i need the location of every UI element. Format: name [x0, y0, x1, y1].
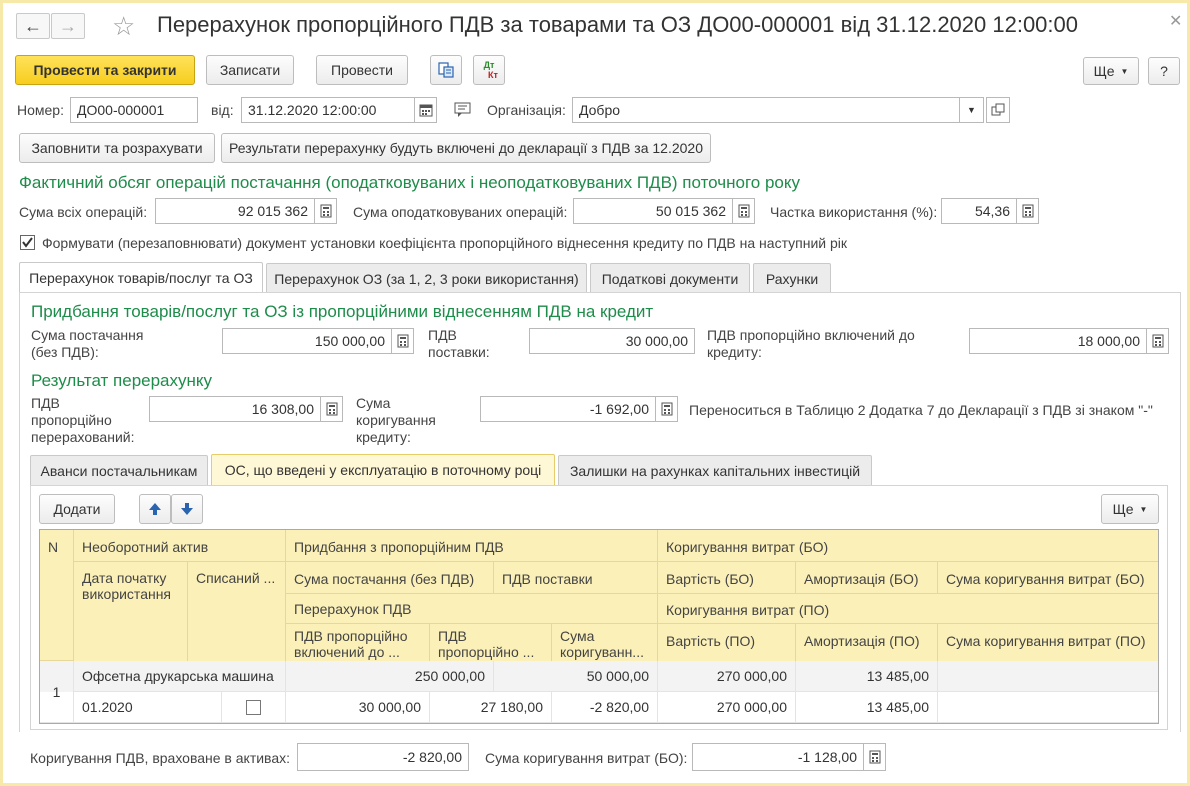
all-operations-label: Сума всіх операцій: — [19, 204, 148, 220]
tab-goods-recalc[interactable]: Перерахунок товарів/послуг та ОЗ — [19, 262, 263, 293]
dropdown-caret-icon: ▼ — [1120, 66, 1129, 76]
header-value-bo[interactable]: Вартість (БО) — [658, 562, 796, 594]
credit-adjust-field[interactable]: -1 692,00 — [480, 396, 656, 422]
number-field[interactable]: ДО00-000001 — [70, 97, 198, 123]
header-value-po[interactable]: Вартість (ПО) — [658, 624, 796, 661]
add-row-button[interactable]: Додати — [39, 494, 115, 524]
organization-label: Організація: — [487, 102, 566, 118]
cost-adjust-bo-calc-button[interactable] — [864, 743, 886, 771]
move-down-button[interactable] — [171, 494, 203, 524]
open-link-icon — [991, 103, 1005, 117]
table-more-button[interactable] — [1101, 494, 1159, 524]
more-label: Ще — [1093, 63, 1115, 79]
help-button[interactable]: ? — [1148, 57, 1180, 85]
close-icon[interactable]: ✕ — [1169, 13, 1183, 30]
header-sum-adjust[interactable]: Сума коригуванн... — [552, 624, 658, 661]
dropdown-caret-icon: ▼ — [1139, 504, 1148, 514]
actual-volume-heading: Фактичний обсяг операцій постачання (оподатковуваних і неоподатковуваних ПДВ) поточного року — [19, 173, 800, 192]
row-supply-sum[interactable]: 250 000,00 — [286, 661, 494, 692]
row-value-po[interactable]: 270 000,00 — [658, 692, 796, 723]
organization-field[interactable]: Добро — [572, 97, 960, 123]
row-vat-proportional[interactable]: 27 180,00 — [430, 692, 552, 723]
usage-share-field[interactable]: 54,36 — [941, 198, 1017, 224]
vat-credit-label: ПДВ пропорційно включений до кредиту: — [707, 327, 915, 360]
supply-sum-label: Сума постачання (без ПДВ): — [31, 327, 144, 360]
cost-adjust-bo-field[interactable]: -1 128,00 — [692, 743, 864, 771]
arrow-up-icon — [148, 502, 162, 516]
vat-recalc-label: ПДВ пропорційно перерахований: — [31, 395, 135, 445]
header-supply-vat[interactable]: ПДВ поставки — [494, 562, 658, 594]
header-cost-adjust-bo: Коригування витрат (БО) — [658, 530, 1158, 562]
vat-in-assets-field[interactable]: -2 820,00 — [297, 743, 469, 771]
save-button[interactable]: Записати — [206, 55, 294, 85]
form-document-checkbox[interactable] — [20, 235, 35, 250]
result-heading: Результат перерахунку — [31, 371, 213, 390]
declaration-period-button[interactable]: Результати перерахунку будуть включені до декларації з ПДВ за 12.2020 — [221, 133, 711, 163]
vat-credit-field[interactable]: 18 000,00 — [969, 328, 1147, 354]
tab-fixed-assets-recalc[interactable]: Перерахунок ОЗ (за 1, 2, 3 роки використання) — [266, 263, 587, 293]
vat-credit-calc-button[interactable] — [1147, 328, 1169, 354]
taxable-operations-calc-button[interactable] — [733, 198, 755, 224]
vat-in-assets-label: Коригування ПДВ, враховане в активах: — [30, 750, 291, 766]
header-sum-adjust-po[interactable]: Сума коригування витрат (ПО) — [946, 633, 1146, 649]
credit-adjust-calc-button[interactable] — [656, 396, 678, 422]
taxable-operations-field[interactable]: 50 015 362 — [573, 198, 733, 224]
row-value-bo[interactable]: 270 000,00 — [658, 661, 796, 692]
header-purchase: Придбання з пропорційним ПДВ — [286, 530, 658, 562]
dt-kt-button[interactable] — [473, 55, 505, 85]
calculator-icon — [325, 402, 339, 416]
header-amort-po[interactable]: Амортизація (ПО) — [796, 624, 938, 661]
organization-open-button[interactable] — [986, 97, 1010, 123]
post-and-close-button[interactable]: Провести та закрити — [15, 55, 195, 85]
comment-icon[interactable] — [454, 102, 472, 121]
more-menu-button[interactable] — [1083, 57, 1139, 85]
header-written-off[interactable]: Списаний ... — [188, 562, 286, 661]
supply-sum-calc-button[interactable] — [392, 328, 414, 354]
header-amort-bo[interactable]: Амортизація (БО) — [796, 562, 938, 594]
row-number: 1 — [40, 661, 74, 723]
header-n[interactable]: N — [40, 530, 74, 661]
post-button[interactable]: Провести — [316, 55, 408, 85]
row-amort-po[interactable]: 13 485,00 — [796, 692, 938, 723]
usage-share-label: Частка використання (%): — [770, 204, 938, 220]
arrow-down-icon — [180, 502, 194, 516]
assets-table — [39, 529, 1159, 724]
date-label: від: — [211, 102, 234, 118]
header-vat-included[interactable]: ПДВ пропорційно включений до ... — [286, 624, 430, 661]
supply-vat-field[interactable]: 30 000,00 — [529, 328, 695, 354]
credit-adjust-label: Сума коригування кредиту: — [356, 395, 436, 445]
all-operations-calc-button[interactable] — [315, 198, 337, 224]
tab-supplier-advances[interactable]: Аванси постачальникам — [30, 455, 208, 485]
supply-sum-field[interactable]: 150 000,00 — [222, 328, 392, 354]
calculator-icon — [737, 204, 751, 218]
row-sum-adjust[interactable]: -2 820,00 — [552, 692, 658, 723]
table-header — [40, 530, 1158, 661]
calculator-icon — [1021, 204, 1035, 218]
calculator-icon — [1151, 334, 1165, 348]
header-asset[interactable]: Необоротний актив — [74, 530, 286, 562]
row-asset[interactable]: Офсетна друкарська машина — [74, 661, 286, 692]
row-supply-vat[interactable]: 50 000,00 — [494, 661, 658, 692]
tab-assets-commissioned[interactable]: ОС, що введені у експлуатацію в поточному році — [211, 454, 555, 485]
supply-vat-label: ПДВ поставки: — [428, 327, 490, 360]
vat-recalc-field[interactable]: 16 308,00 — [149, 396, 321, 422]
taxable-operations-label: Сума оподатковуваних операцій: — [353, 204, 568, 220]
cost-adjust-bo-label: Сума коригування витрат (БО): — [485, 750, 688, 766]
fill-and-calculate-button[interactable]: Заповнити та розрахувати — [19, 133, 215, 163]
all-operations-field[interactable]: 92 015 362 — [155, 198, 315, 224]
row-vat-included[interactable]: 30 000,00 — [286, 692, 430, 723]
calculator-icon — [319, 204, 333, 218]
window-title: Перерахунок пропорційного ПДВ за товарами та ОЗ ДО00-000001 від 31.12.2020 12:00:00 — [157, 12, 1079, 37]
dt-icon: Дт — [483, 60, 495, 70]
kt-icon: Кт — [488, 70, 498, 80]
favorite-star-icon[interactable]: ☆ — [112, 11, 136, 41]
organization-dropdown-button[interactable] — [960, 97, 984, 123]
row-amort-bo[interactable]: 13 485,00 — [796, 661, 938, 692]
forward-button[interactable] — [51, 13, 85, 39]
structure-button[interactable] — [430, 55, 462, 85]
calculator-icon — [660, 402, 674, 416]
document-structure-icon — [437, 61, 455, 79]
row-written-off-cell — [222, 692, 286, 723]
date-field[interactable]: 31.12.2020 12:00:00 — [241, 97, 415, 123]
row-start-date[interactable]: 01.2020 — [74, 692, 222, 723]
vat-recalc-calc-button[interactable] — [321, 396, 343, 422]
header-vat-recalc: Перерахунок ПДВ — [286, 594, 658, 624]
arrow-right-icon: → — [59, 15, 77, 36]
tab-accounts[interactable]: Рахунки — [753, 263, 831, 293]
purchase-heading: Придбання товарів/послуг та ОЗ із пропорційними віднесенням ПДВ на кредит — [31, 302, 654, 321]
header-vat-proportional[interactable]: ПДВ пропорційно ... — [430, 624, 552, 661]
row-sum-adjust-po[interactable] — [938, 692, 1158, 723]
header-start-date[interactable]: Дата початку використання — [74, 562, 188, 661]
tab-capital-investments[interactable]: Залишки на рахунках капітальних інвестицій — [558, 455, 872, 485]
calculator-icon — [396, 334, 410, 348]
header-sum-adjust-bo[interactable]: Сума коригування витрат (БО) — [938, 562, 1158, 594]
usage-share-calc-button[interactable] — [1017, 198, 1039, 224]
table-more-label: Ще — [1112, 501, 1134, 517]
chevron-down-icon: ▼ — [967, 105, 976, 115]
row-sum-adjust-bo[interactable] — [938, 661, 1158, 692]
declaration-transfer-note: Переноситься в Таблицю 2 Додатка 7 до Декларації з ПДВ зі знаком "-" — [689, 402, 1153, 418]
arrow-left-icon: ← — [24, 15, 42, 36]
calendar-icon — [419, 103, 433, 117]
header-cost-adjust-po: Коригування витрат (ПО) — [658, 594, 1158, 624]
calculator-icon — [868, 750, 882, 764]
header-supply-sum[interactable]: Сума постачання (без ПДВ) — [286, 562, 494, 594]
move-up-button[interactable] — [139, 494, 171, 524]
row-written-off-checkbox[interactable] — [246, 700, 261, 715]
number-label: Номер: — [17, 102, 64, 118]
date-calendar-button[interactable] — [415, 97, 437, 123]
back-button[interactable] — [16, 13, 50, 39]
checkmark-icon — [21, 236, 34, 249]
form-document-label: Формувати (перезаповнювати) документ установки коефіцієнта пропорційного віднесення кредиту по ПДВ на наступний рік — [42, 235, 847, 251]
tab-tax-documents[interactable]: Податкові документи — [590, 263, 750, 293]
